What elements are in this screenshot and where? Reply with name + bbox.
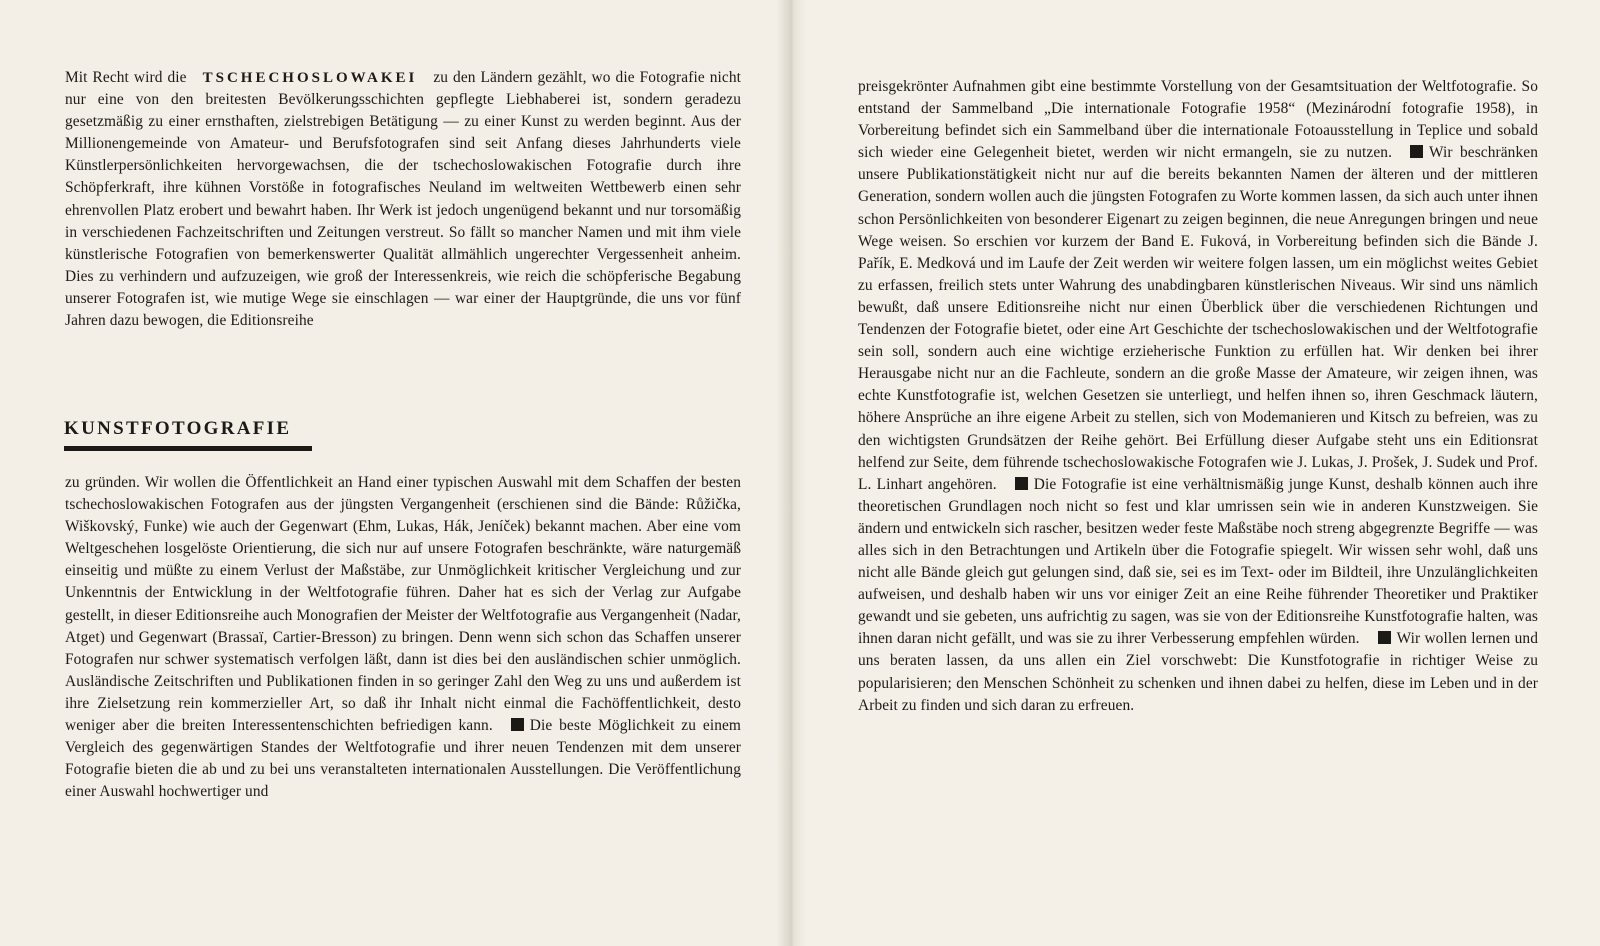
right-body-text-3: Die Fotografie ist eine verhältnismäßig junge Kunst, deshalb können auch ihre theoretischen Grundlagen noch nicht so fest und klar umrissen sein wie in anderen Kunstzweigen. Sie ändern und entwickeln sich rascher, besitzen weder feste Maßstäbe noch streng abgegrenzte Begriffe — was alles sich in den Betrachtungen und Artikeln über die Fotografie spiegelt. Wir wissen sehr wohl, daß uns nicht alle Bände gleich gut gelungen sind, daß sie, sei es im Text- oder im Bildteil, ihre Unzulänglichkeiten aufweisen, und deshalb haben wir uns vor einiger Zeit an eine Reihe führender Theoretiker und Praktiker gewandt und sie gebeten, uns aufrichtig zu sagen, was sie von der Editionsreihe Kunstfotografie halten, was ihnen daran nicht gefällt, und was sie zu ihrer Verbesserung empfehlen würden.: [858, 475, 1538, 648]
series-title-heading: KUNSTFOTOGRAFIE: [64, 418, 292, 439]
country-name: TSCHECHOSLOWAKEI: [202, 70, 418, 86]
intro-text-before: Mit Recht wird die: [65, 69, 187, 86]
intro-text-after: zu den Ländern gezählt, wo die Fotografie nicht nur eine von den breitesten Bevölkerungsschichten gepflegte Liebhaberei ist, sondern geradezu gesetzmäßig zu einer ernsthaften, zielstrebigen Betätigung — zu einer Kunst zu werden beginnt. Aus der Millionengemeinde von Amateur- und Berufsfotografen sind seit Anfang dieses Jahrhunderts viele Künstlerpersönlichkeiten hervorgewachsen, die der tschechoslowakischen Fotografie durch ihre Schöpferkraft, ihre kühnen Vorstöße in fotografisches Neuland im weltweiten Wettbewerb einen sehr ehrenvollen Platz erobert und bewahrt haben. Ihr Werk ist jedoch ungenügend bekannt und nur torsomäßig in verschiedenen Fachzeitschriften und Zeitungen verstreut. So fällt so mancher Namen und mit ihm viele künstlerische Fotografien von bemerkenswerter Qualität allmählich ungerechter Vergessenheit anheim. Dies zu verhindern und aufzuzeigen, wie groß der Interessenkreis, wie reich die schöpferische Begabung unserer Fotografen ist, wie mutige Wege sie einschlagen — war einer der Hauptgründe, die uns vor fünf Jahren dazu bewogen, die Editionsreihe: [65, 69, 742, 330]
book-gutter-shadow: [776, 0, 806, 946]
left-body-text-2: Die beste Möglichkeit zu einem Vergleich des gegenwärtigen Standes der Weltfotografie und ihrer neuen Tendenzen mit dem unserer Fotografie bieten die ab und zu bei uns veranstalteten internationalen Ausstellungen. Die Veröffentlichung einer Auswahl hochwertiger und: [65, 717, 741, 801]
heading-underline: [64, 446, 312, 451]
left-page: [0, 0, 790, 946]
right-body-paragraph: [858, 76, 1538, 717]
intro-paragraph: [65, 67, 741, 332]
left-body-text-1: zu gründen. Wir wollen die Öffentlichkeit an Hand einer typischen Auswahl mit dem Schaffen der besten tschechoslowakischen Fotografen aus der jüngsten Vergangenheit (erschienen sind die Bände: Růžička, Wiškovský, Funke) wie auch der Gegenwart (Ehm, Lukas, Hák, Jeníček) bekannt machen. Aber eine vom Weltgeschehen losgelöste Orientierung, die sich nur auf unsere Fotografen beschränkte, wäre naturgemäß einseitig und müßte zu einem Verlust der Maßstäbe, zur Unmöglichkeit kritischer Vergleichung und zur Unkenntnis der Entwicklung in der Weltfotografie führen. Daher hat es sich der Verlag zur Aufgabe gestellt, in dieser Editionsreihe auch Monografien der Meister der Weltfotografie aus Vergangenheit (Nadar, Atget) und Gegenwart (Brassaï, Cartier-Bresson) zu bringen. Denn wenn sich schon das Schaffen unserer Fotografen nur schwer systematisch verfolgen läßt, dann ist dies bei den ausländischen schier unmöglich. Ausländische Zeitschriften und Publikationen finden in so geringer Zahl den Weg zu uns und außerdem ist ihre Zielsetzung rein kommerzieller Art, so daß ihr Inhalt nicht einmal die Fachöffentlichkeit, desto weniger aber die breiten Interessentenschichten befriedigen kann.: [65, 474, 741, 735]
right-body-text-4: Wir wollen lernen und uns beraten lassen, da uns allen ein Ziel vorschwebt: Die Kunstfotografie in richtiger Weise zu popularisieren; den Menschen Schönheit zu schenken und ihnen dabei zu helfen, diese im Leben und in der Arbeit zu finden und sich daran zu erfreuen.: [858, 630, 1538, 714]
section-break-square-icon: [1015, 477, 1028, 490]
right-page: [790, 0, 1600, 946]
left-body-paragraph: [65, 472, 741, 803]
right-body-text-2: Wir beschränken unsere Publikationstätigkeit nicht nur auf die bereits bekannten Namen der älteren und der mittleren Generation, sondern wollen auch die jüngsten Fotografen zu Worte kommen lassen, da sich auch unter ihnen schon Persönlichkeiten von besonderer Eigenart zu zeigen beginnen, die neue Anregungen bringen und neue Wege weisen. So erschien vor kurzem der Band E. Fuková, in Vorbereitung befinden sich die Bände J. Pařík, E. Medková und im Laufe der Zeit werden wir weitere folgen lassen, um ein möglichst weites Gebiet zu erfassen, freilich stets unter Wahrung des unabdingbaren künstlerischen Niveaus. Wir sind uns nämlich bewußt, daß unsere Editionsreihe nicht nur einen Überblick über die verschiedenen Richtungen und Tendenzen der Fotografie bietet, oder eine Art Geschichte der tschechoslowakischen und der Weltfotografie sein soll, sondern auch eine wichtige erzieherische Funktion zu erfüllen hat. Wir denken bei ihrer Herausgabe nicht nur an die Fachleute, sondern an die große Masse der Amateure, wir zeigen ihnen, was echte Kunstfotografie ist, welchen Gesetzen sie unterliegt, und helfen ihnen so, ihren Geschmack läutern, höhere Ansprüche an ihre eigene Arbeit zu stellen, sich von Modemanieren und Kitsch zu befreien, was zu den wichtigsten Grundsätzen der Reihe gehört. Bei Erfüllung dieser Aufgabe steht uns ein Editionsrat helfend zur Seite, dem führende tschechoslowakische Fotografen wie J. Lukas, J. Prošek, J. Sudek und Prof. L. Linhart angehören.: [858, 144, 1538, 493]
right-body-text-1: preisgekrönter Aufnahmen gibt eine bestimmte Vorstellung von der Gesamtsituation der Weltfotografie. So entstand der Sammelband „Die internationale Fotografie 1958“ (Mezinárodní fotografie 1958), in Vorbereitung befindet sich ein Sammelband über die internationale Fotoausstellung in Teplice und sobald sich wieder eine Gelegenheit bietet, werden wir nicht ermangeln, sie zu nutzen.: [858, 78, 1538, 162]
section-break-square-icon: [1410, 145, 1423, 158]
section-break-square-icon: [1378, 631, 1391, 644]
section-break-square-icon: [511, 718, 524, 731]
